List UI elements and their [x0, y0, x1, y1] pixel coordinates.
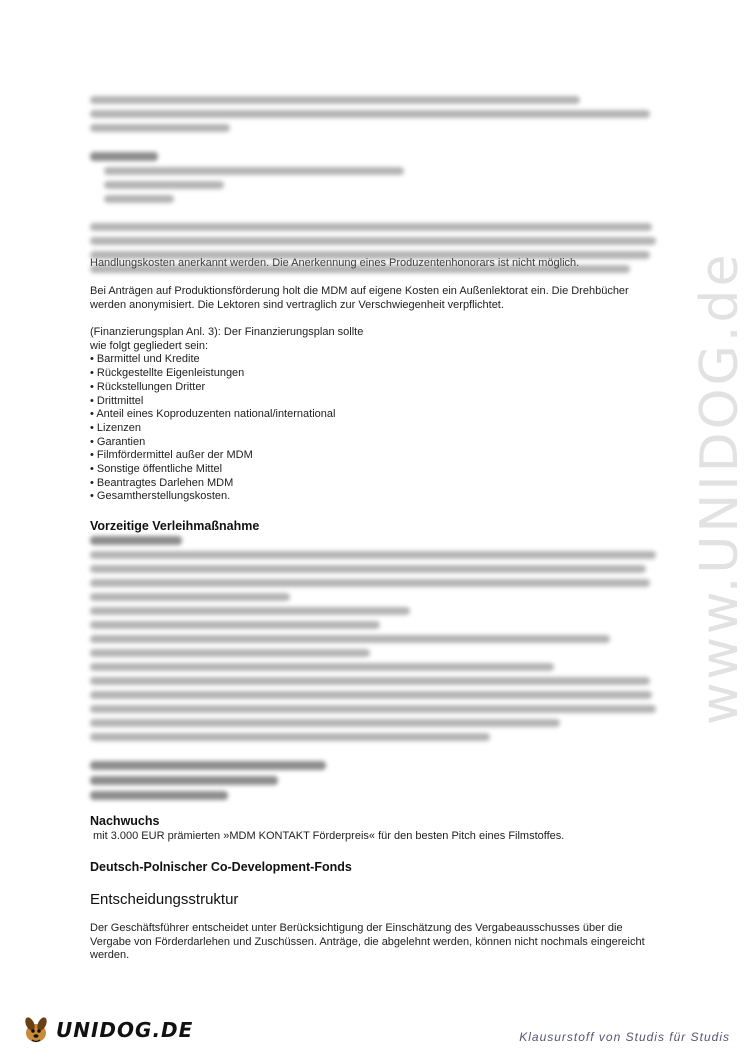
- list-item: • Rückgestellte Eigenleistungen: [90, 367, 665, 381]
- finanzierung-list: [90, 353, 665, 504]
- logo-text: UNIDOG.DE: [56, 1018, 194, 1042]
- list-item: • Drittmittel: [90, 395, 665, 409]
- finanzierung-intro-line-2: wie folgt gegliedert sein:: [90, 339, 209, 352]
- list-item: • Gesamtherstellungskosten.: [90, 490, 665, 504]
- list-item: • Filmfördermittel außer der MDM: [90, 449, 665, 463]
- blurred-text-block-middle: [90, 536, 660, 806]
- finanzierung-intro-line-1: (Finanzierungsplan Anl. 3): Der Finanzierungsplan sollte: [90, 326, 364, 338]
- lektorat-paragraph: Bei Anträgen auf Produktionsförderung holt die MDM auf eigene Kosten ein Außenlektorat ein. Die Drehbücher werden anonymisiert. Die Lektoren sind vertraglich zur Verschwiegenheit verpflichtet.: [90, 285, 629, 311]
- heading-entscheidungsstruktur: Entscheidungsstruktur: [90, 891, 239, 908]
- footer-logo[interactable]: [20, 1013, 193, 1047]
- footer-tagline: Klausurstoff von Studis für Studis: [519, 1030, 730, 1044]
- partial-visible-line: Handlungskosten anerkannt werden. Die Anerkennung eines Produzentenhonorars ist nicht möglich.: [90, 257, 580, 269]
- entscheidung-paragraph: Der Geschäftsführer entscheidet unter Berücksichtigung der Einschätzung des Vergabeausschusses über die Vergabe von Förderdarlehen und Zuschüssen. Anträge, die abgelehnt werden, können nicht nochmals eingereicht werden.: [90, 922, 645, 962]
- watermark-text: www.UNIDOG.de: [690, 251, 750, 725]
- heading-co-development-fonds: Deutsch-Polnischer Co-Development-Fonds: [90, 860, 352, 874]
- nachwuchs-text: mit 3.000 EUR prämierten »MDM KONTAKT Förderpreis« für den besten Pitch eines Filmstoffes.: [93, 830, 565, 842]
- list-item: • Rückstellungen Dritter: [90, 381, 665, 395]
- heading-nachwuchs: Nachwuchs: [90, 814, 160, 828]
- list-item: • Lizenzen: [90, 422, 665, 436]
- list-item: • Barmittel und Kredite: [90, 353, 665, 367]
- finanzierungsplan-section: [90, 326, 665, 504]
- blurred-text-block-top: [90, 96, 660, 279]
- list-item: • Beantragtes Darlehen MDM: [90, 477, 665, 491]
- list-item: • Sonstige öffentliche Mittel: [90, 463, 665, 477]
- heading-vorzeitige-verleihmassnahme: Vorzeitige Verleihmaßnahme: [90, 519, 260, 533]
- list-item: • Anteil eines Koproduzenten national/international: [90, 408, 665, 422]
- dog-mascot-icon: [20, 1013, 54, 1047]
- list-item: • Garantien: [90, 436, 665, 450]
